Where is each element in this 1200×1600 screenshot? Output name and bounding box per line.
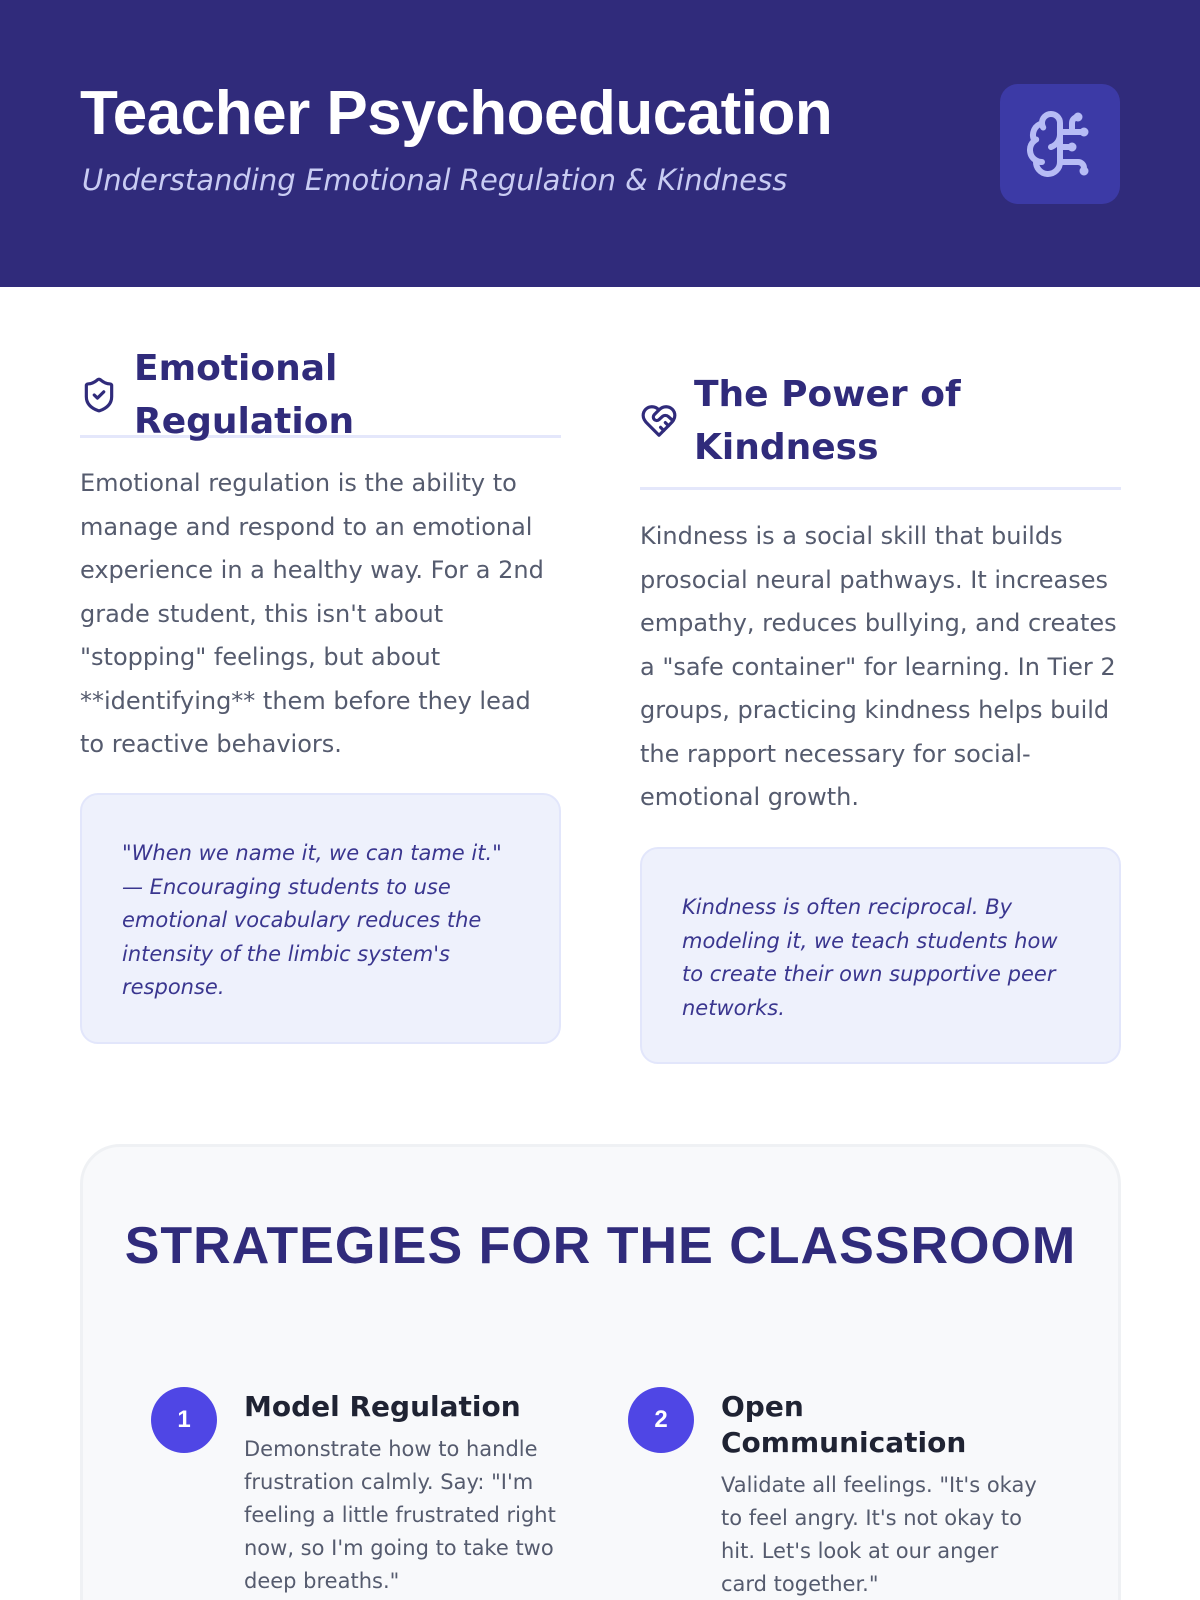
kindness-body: Kindness is a social skill that builds prosocial neural pathways. It increases empathy, reduces bullying, and creates a "safe container" for learning. In Tier 2 groups, practicing kindness helps build the rapport necessary for social-emotional growth. (640, 522, 1117, 811)
brain-icon (1024, 108, 1096, 180)
strategy-number-badge: 2 (628, 1387, 694, 1453)
emotional-regulation-title: Emotional Regulation (134, 347, 355, 442)
strategy-item (151, 1387, 571, 1598)
strategy-content (721, 1387, 1048, 1600)
kindness-title: The Power of Kindness (694, 373, 961, 468)
strategy-description: Validate all feelings. "It's okay to feel angry. It's not okay to hit. Let's look at our anger card together." (721, 1473, 1037, 1596)
emotional-regulation-header (80, 347, 561, 442)
strategies-panel (80, 1144, 1121, 1600)
page-subtitle: Understanding Emotional Regulation & Kindness (82, 163, 788, 197)
strategy-description: Demonstrate how to handle frustration calmly. Say: "I'm feeling a little frustrated right now, so I'm going to take two deep breaths." (244, 1437, 556, 1593)
page-header (0, 0, 1200, 287)
strategy-number-badge: 1 (151, 1387, 217, 1453)
header-badge (1000, 84, 1120, 204)
strategy-content (244, 1387, 571, 1598)
kindness-quote: Kindness is often reciprocal. By modeling it, we teach students how to create their own supportive peer networks. (640, 847, 1121, 1064)
emotional-regulation-quote: "When we name it, we can tame it." — Encouraging students to use emotional vocabulary reduces the intensity of the limbic system's response. (80, 793, 561, 1044)
page-title: Teacher Psychoeducation (80, 79, 833, 148)
kindness-header (640, 366, 1121, 490)
strategy-item (628, 1387, 1048, 1600)
heart-handshake-icon (640, 402, 678, 440)
shield-check-icon (80, 376, 118, 414)
strategies-title: STRATEGIES FOR THE CLASSROOM (124, 1217, 1077, 1275)
strategy-title: Model Regulation (244, 1390, 521, 1423)
emotional-regulation-body: Emotional regulation is the ability to manage and respond to an emotional experience in a healthy way. For a 2nd grade student, this isn't about "stopping" feelings, but about **identifying** them before they lead to reactive behaviors. (80, 469, 544, 758)
strategy-title: Open Communication (721, 1390, 967, 1459)
